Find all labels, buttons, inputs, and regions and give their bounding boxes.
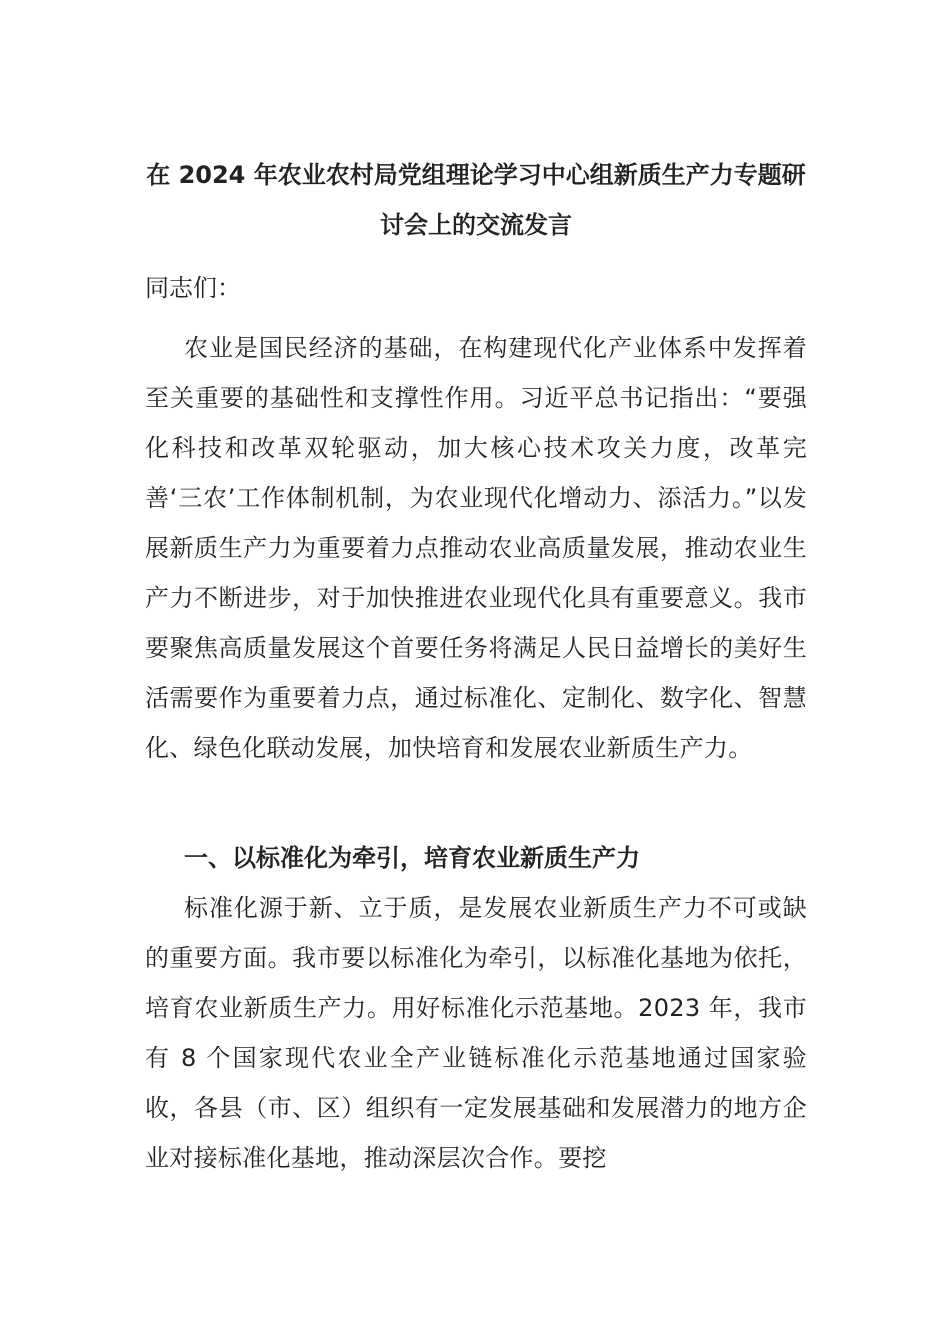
section-paragraph: 标准化源于新、立于质，是发展农业新质生产力不可或缺的重要方面。我市要以标准化为牵引，以标准化基地为依托，培育农业新质生产力。用好标准化示范基地。2023 年，我市有 8 个国家现代农业全产业链标准化示范基地通过国家验收，各县（市、区）组织有一定发展基础和发展潜力的地方企业对接标准化基地，推动深层次合作。要挖 [145, 894, 807, 1172]
document-title: 在 2024 年农业农村局党组理论学习中心组新质生产力专题研讨会上的交流发言 [146, 161, 806, 239]
salutation: 同志们： [145, 274, 241, 302]
intro-paragraph: 农业是国民经济的基础，在构建现代化产业体系中发挥着至关重要的基础性和支撑性作用。习近平总书记指出：“要强化科技和改革双轮驱动，加大核心技术攻关力度，改革完善‘三农’工作体制机制，为农业现代化增动力、添活力。”以发展新质生产力为重要着力点推动农业高质量发展，推动农业生产力不断进步，对于加快推进农业现代化具有重要意义。我市要聚焦高质量发展这个首要任务将满足人民日益增长的美好生活需要作为重要着力点，通过标准化、定制化、数字化、智慧化、绿色化联动发展，加快培育和发展农业新质生产力。 [145, 334, 807, 762]
section-heading: 一、以标准化为牵引，培育农业新质生产力 [184, 844, 640, 872]
